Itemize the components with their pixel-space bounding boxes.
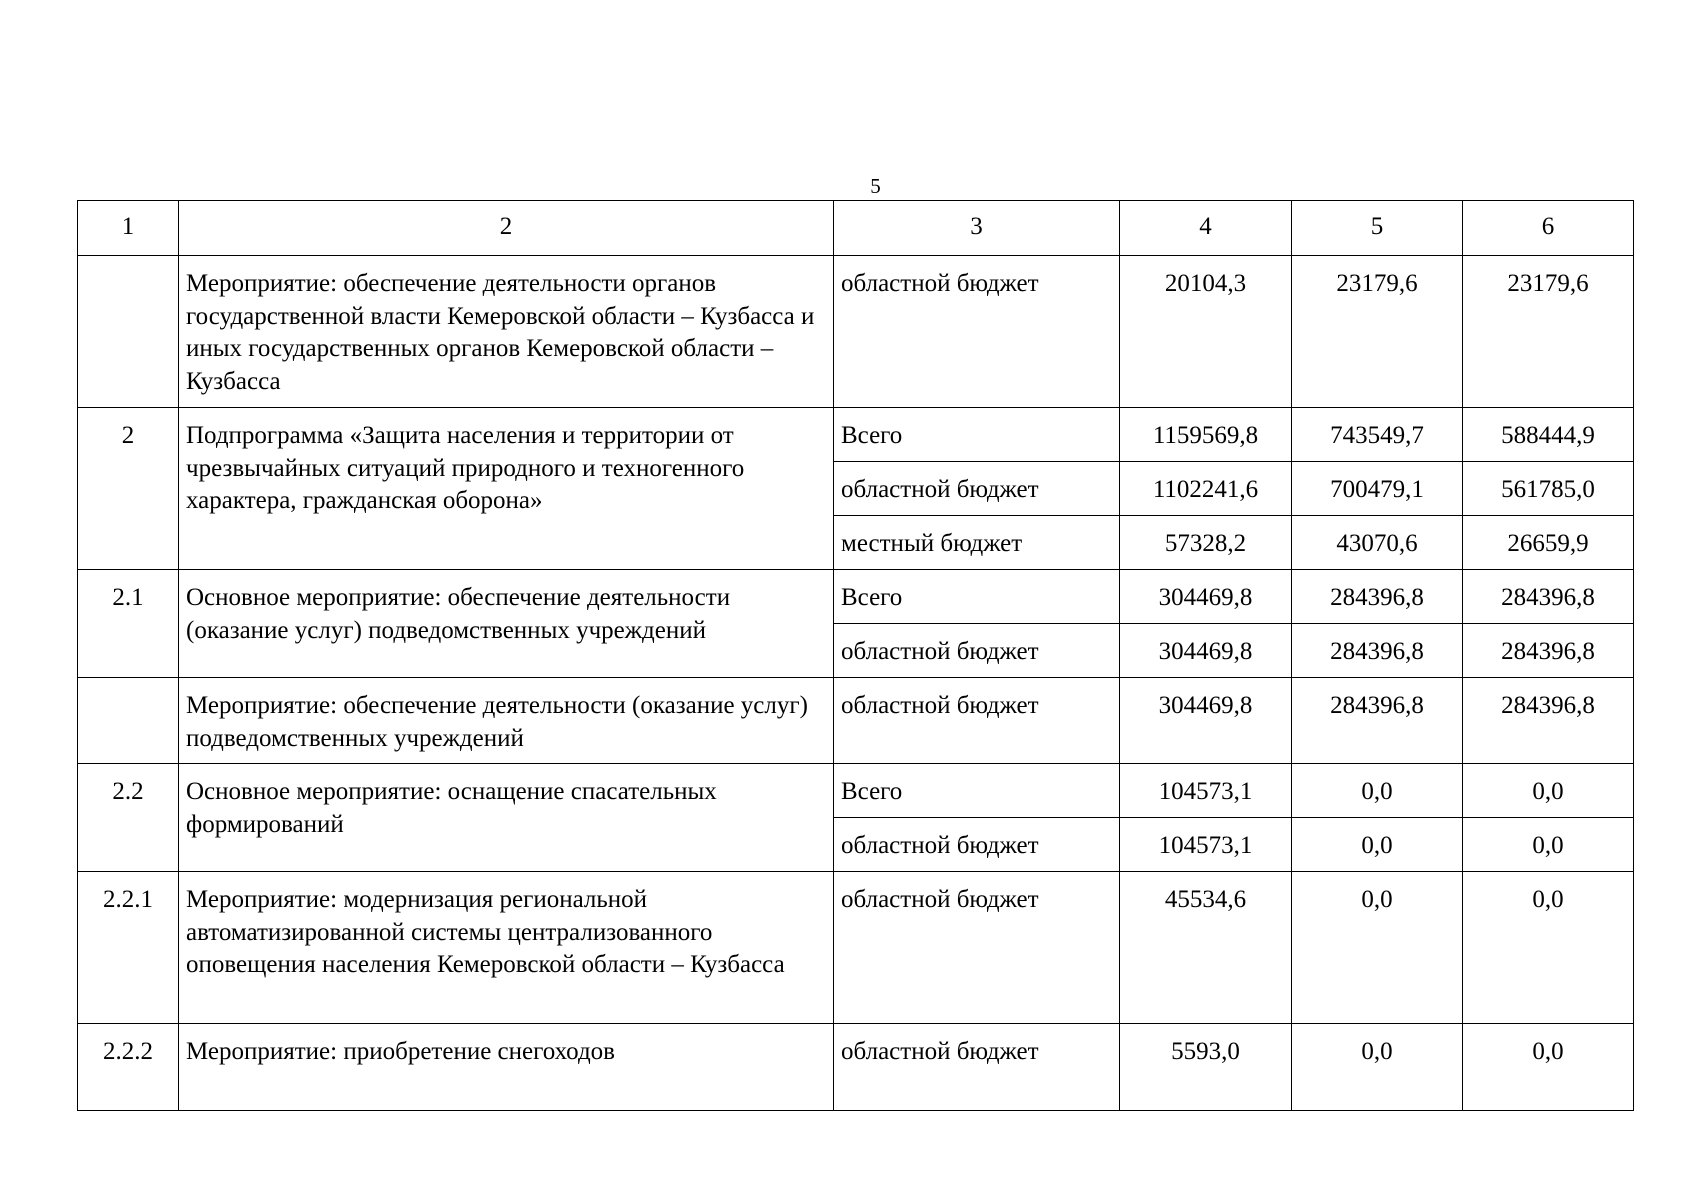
value-col6: 284396,8 bbox=[1463, 570, 1634, 624]
column-header: 2 bbox=[179, 201, 834, 256]
value-col5: 0,0 bbox=[1292, 764, 1463, 818]
value-col4: 5593,0 bbox=[1120, 1024, 1292, 1111]
value-col5: 0,0 bbox=[1292, 1024, 1463, 1111]
value-col5: 284396,8 bbox=[1292, 570, 1463, 624]
value-col4: 1102241,6 bbox=[1120, 462, 1292, 516]
funding-source: областной бюджет bbox=[834, 1024, 1120, 1111]
value-col6: 284396,8 bbox=[1463, 678, 1634, 764]
value-col4: 104573,1 bbox=[1120, 764, 1292, 818]
column-header: 5 bbox=[1292, 201, 1463, 256]
row-name: Основное мероприятие: оснащение спасательных формирований bbox=[179, 764, 834, 872]
column-header: 3 bbox=[834, 201, 1120, 256]
table-row bbox=[78, 872, 1634, 1024]
column-header: 1 bbox=[78, 201, 179, 256]
value-col6: 0,0 bbox=[1463, 872, 1634, 1024]
funding-source: Всего bbox=[834, 408, 1120, 462]
table-row bbox=[78, 408, 1634, 462]
funding-source: областной бюджет bbox=[834, 872, 1120, 1024]
value-col6: 23179,6 bbox=[1463, 256, 1634, 408]
table-row bbox=[78, 764, 1634, 818]
column-header: 6 bbox=[1463, 201, 1634, 256]
table-row bbox=[78, 1024, 1634, 1111]
row-name: Мероприятие: обеспечение деятельности (оказание услуг) подведомственных учреждений bbox=[179, 678, 834, 764]
row-name: Основное мероприятие: обеспечение деятельности (оказание услуг) подведомственных учреждений bbox=[179, 570, 834, 678]
funding-source: областной бюджет bbox=[834, 462, 1120, 516]
value-col6: 26659,9 bbox=[1463, 516, 1634, 570]
value-col4: 20104,3 bbox=[1120, 256, 1292, 408]
value-col6: 0,0 bbox=[1463, 764, 1634, 818]
row-number bbox=[78, 256, 179, 408]
table-row bbox=[78, 570, 1634, 624]
funding-source: Всего bbox=[834, 764, 1120, 818]
table-header-row bbox=[78, 201, 1634, 256]
value-col4: 304469,8 bbox=[1120, 678, 1292, 764]
value-col6: 0,0 bbox=[1463, 1024, 1634, 1111]
value-col5: 743549,7 bbox=[1292, 408, 1463, 462]
table-row bbox=[78, 256, 1634, 408]
value-col4: 304469,8 bbox=[1120, 570, 1292, 624]
funding-source: областной бюджет bbox=[834, 678, 1120, 764]
value-col5: 284396,8 bbox=[1292, 678, 1463, 764]
row-number: 2.2.1 bbox=[78, 872, 179, 1024]
value-col6: 284396,8 bbox=[1463, 624, 1634, 678]
funding-source: областной бюджет bbox=[834, 624, 1120, 678]
funding-source: местный бюджет bbox=[834, 516, 1120, 570]
row-name: Мероприятие: приобретение снегоходов bbox=[179, 1024, 834, 1111]
value-col4: 57328,2 bbox=[1120, 516, 1292, 570]
value-col5: 700479,1 bbox=[1292, 462, 1463, 516]
row-number bbox=[78, 678, 179, 764]
row-name: Мероприятие: модернизация региональной автоматизированной системы централизованного оповещения населения Кемеровской области – Кузбасса bbox=[179, 872, 834, 1024]
page-number: 5 bbox=[870, 174, 881, 198]
row-number: 2.2.2 bbox=[78, 1024, 179, 1111]
value-col6: 561785,0 bbox=[1463, 462, 1634, 516]
row-number: 2 bbox=[78, 408, 179, 570]
budget-table bbox=[77, 200, 1634, 1111]
value-col5: 0,0 bbox=[1292, 818, 1463, 872]
value-col4: 1159569,8 bbox=[1120, 408, 1292, 462]
value-col6: 0,0 bbox=[1463, 818, 1634, 872]
value-col5: 23179,6 bbox=[1292, 256, 1463, 408]
funding-source: Всего bbox=[834, 570, 1120, 624]
value-col5: 0,0 bbox=[1292, 872, 1463, 1024]
row-name: Подпрограмма «Защита населения и территории от чрезвычайных ситуаций природного и техногенного характера, гражданская оборона» bbox=[179, 408, 834, 570]
funding-source: областной бюджет bbox=[834, 256, 1120, 408]
value-col4: 104573,1 bbox=[1120, 818, 1292, 872]
row-name: Мероприятие: обеспечение деятельности органов государственной власти Кемеровской области – Кузбасса и иных государственных органов Кемеровской области – Кузбасса bbox=[179, 256, 834, 408]
value-col4: 304469,8 bbox=[1120, 624, 1292, 678]
column-header: 4 bbox=[1120, 201, 1292, 256]
table-row bbox=[78, 678, 1634, 764]
value-col4: 45534,6 bbox=[1120, 872, 1292, 1024]
value-col5: 43070,6 bbox=[1292, 516, 1463, 570]
value-col5: 284396,8 bbox=[1292, 624, 1463, 678]
row-number: 2.2 bbox=[78, 764, 179, 872]
row-number: 2.1 bbox=[78, 570, 179, 678]
funding-source: областной бюджет bbox=[834, 818, 1120, 872]
value-col6: 588444,9 bbox=[1463, 408, 1634, 462]
